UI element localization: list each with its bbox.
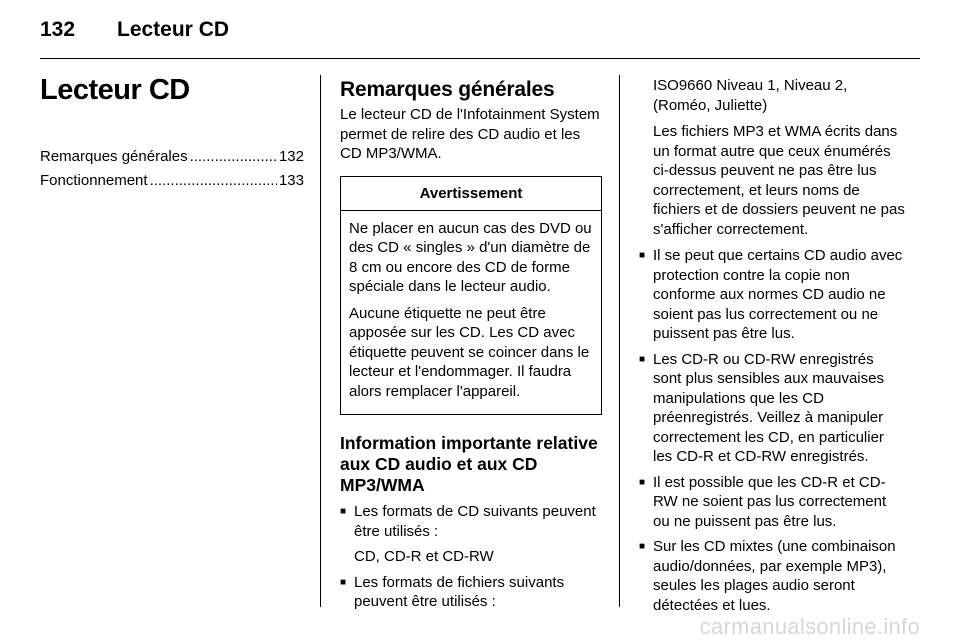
toc-leader — [190, 145, 277, 169]
continued-paragraph: ISO9660 Niveau 1, Niveau 2, (Roméo, Juliette) — [653, 77, 848, 114]
warning-title: Avertissement — [341, 177, 601, 211]
section-heading-info: Information importante relative aux CD audio et aux CD MP3/WMA — [340, 433, 598, 495]
section-heading-general: Remarques générales — [340, 78, 555, 101]
bullet-item: ■ Il est possible que les CD-R et CD-RW ne soient pas lus correctement ou ne puissent pas être lus. — [639, 473, 905, 532]
column-divider-1 — [320, 75, 321, 607]
intro-paragraph: Le lecteur CD de l'Infotainment System permet de relire des CD audio et les CD MP3/WMA. — [340, 106, 600, 162]
column-middle — [340, 72, 602, 612]
warning-paragraph: Ne placer en aucun cas des DVD ou des CD « singles » d'un diamètre de 8 cm ou encore des CD de forme spéciale dans le lecteur audio. — [349, 219, 592, 295]
running-title: Lecteur CD — [117, 18, 230, 41]
warning-box — [340, 176, 602, 416]
column-right — [639, 72, 905, 615]
toc-label: Remarques générales — [40, 148, 188, 165]
header-rule — [40, 58, 920, 59]
continued-paragraph: Les fichiers MP3 et WMA écrits dans un format autre que ceux énumérés ci-dessus peuvent ne pas être lus correctement, et leurs noms de fichiers et de dossiers peuvent ne pas s'afficher correctement. — [653, 123, 905, 238]
bullet-item: ■ Sur les CD mixtes (une combinaison audio/données, par exemple MP3), seules les plages audio seront détectées et lues. — [639, 537, 905, 615]
chapter-title: Lecteur CD — [40, 74, 190, 106]
toc-entry-operation[interactable] — [40, 169, 304, 193]
warning-paragraph: Aucune étiquette ne peut être apposée sur les CD. Les CD avec étiquette peuvent se coincer dans le lecteur et l'endommager. Il faudra alors remplacer l'appareil. — [349, 304, 590, 400]
toc-entry-general[interactable] — [40, 145, 304, 169]
page-number: 132 — [40, 18, 76, 41]
toc-leader — [150, 169, 277, 193]
toc-page: 133 — [278, 172, 304, 189]
bullet-item: ■ Les formats de fichiers suivants peuvent être utilisés : — [340, 573, 602, 612]
watermark: carmanualsonline.info — [699, 614, 920, 639]
warning-body — [341, 211, 601, 415]
column-divider-2 — [619, 75, 620, 607]
toc-page: 132 — [278, 148, 304, 165]
bullet-sub-text: CD, CD-R et CD-RW — [354, 548, 494, 565]
toc-label: Fonctionnement — [40, 172, 148, 189]
bullet-item: ■ Les CD-R ou CD-RW enregistrés sont plus sensibles aux mauvaises manipulations que les CD préenregistrés. Veillez à manipuler correctement les CD, en particulier les CD-R et CD-RW enregistrés. — [639, 350, 905, 467]
bullet-item: ■ Il se peut que certains CD audio avec protection contre la copie non conforme aux normes CD audio ne soient pas lus correctement ou ne puissent pas être lus. — [639, 246, 905, 344]
bullet-item: ■ Les formats de CD suivants peuvent être utilisés : — [340, 502, 602, 541]
column-toc — [40, 72, 304, 193]
